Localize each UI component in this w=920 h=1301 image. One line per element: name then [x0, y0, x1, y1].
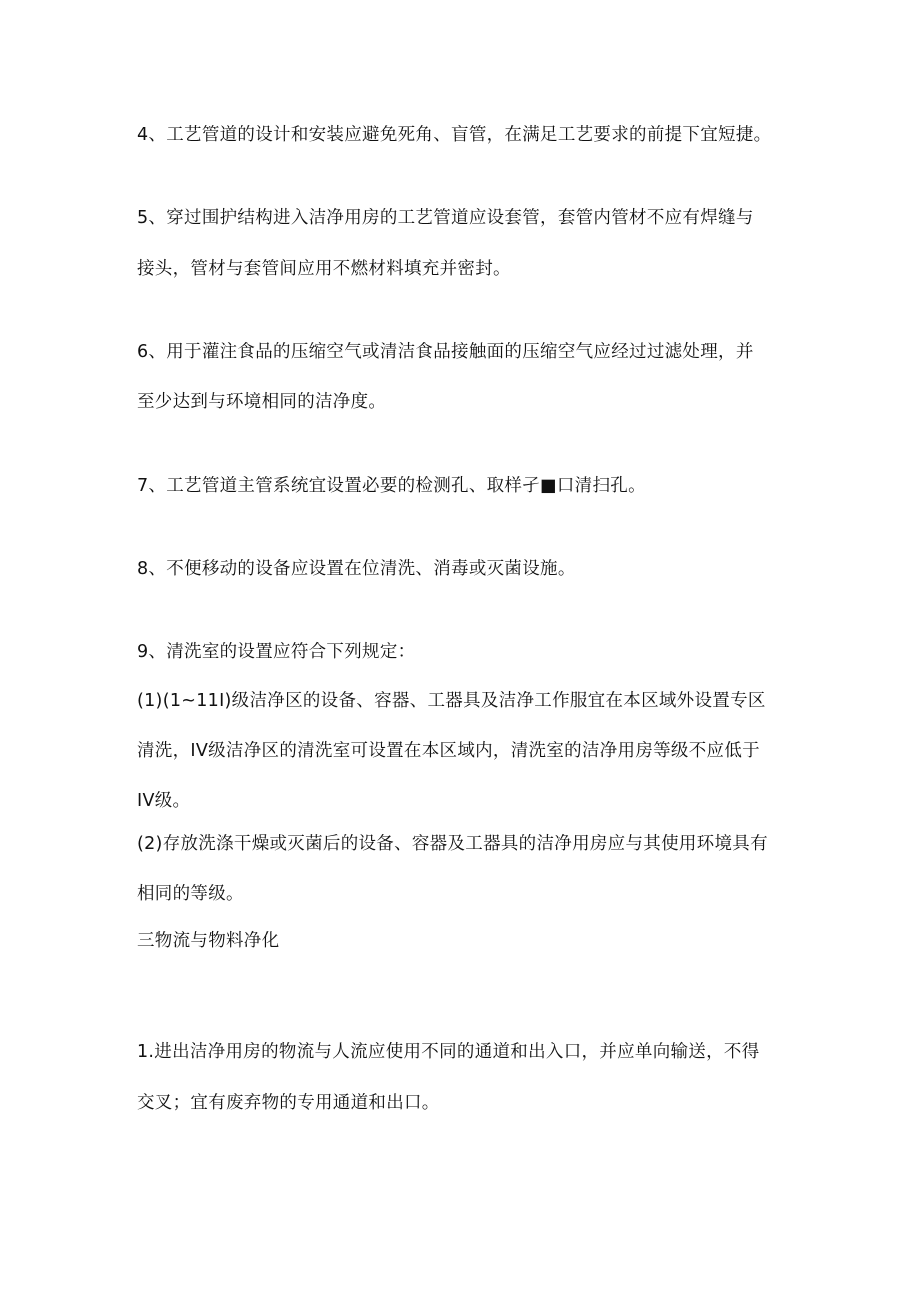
section-heading: 三物流与物料净化 [137, 931, 280, 951]
paragraph-7-line-1: 7、工艺管道主管系统宜设置必要的检测孔、取样孑■口清扫孔。 [137, 476, 646, 496]
paragraph-5-line-2: 接头，管材与套管间应用不燃材料填充并密封。 [137, 259, 511, 279]
item-1-line-1: (1)(1~11I)级洁净区的设备、容器、工器具及洁净工作服宜在本区域外设置专区 [137, 691, 766, 711]
section-3-paragraph-1-line-1: 1.进出洁净用房的物流与人流应使用不同的通道和出入口，并应单向输送，不得 [137, 1042, 760, 1062]
paragraph-5-line-1: 5、穿过围护结构进入洁净用房的工艺管道应设套管，套管内管材不应有焊缝与 [137, 208, 754, 228]
paragraph-6-line-1: 6、用于灌注食品的压缩空气或清洁食品接触面的压缩空气应经过过滤处理，并 [137, 342, 754, 362]
paragraph-6-line-2: 至少达到与环境相同的洁净度。 [137, 392, 387, 412]
paragraph-4-line-1: 4、工艺管道的设计和安装应避免死角、盲管，在满足工艺要求的前提下宜短捷。 [137, 125, 772, 145]
item-1-line-2: 清洗，IV级洁净区的清洗室可设置在本区域内，清洗室的洁净用房等级不应低于 [137, 741, 760, 761]
item-2-line-1: (2)存放洗涤干燥或灭菌后的设备、容器及工器具的洁净用房应与其使用环境具有 [137, 834, 768, 854]
item-2-line-2: 相同的等级。 [137, 884, 244, 904]
item-1-line-3: IV级。 [137, 791, 191, 811]
section-3-paragraph-1-line-2: 交叉；宜有废弃物的专用通道和出口。 [137, 1093, 440, 1113]
paragraph-9-line-1: 9、清洗室的设置应符合下列规定： [137, 642, 416, 662]
paragraph-8-line-1: 8、不便移动的设备应设置在位清洗、消毒或灭菌设施。 [137, 559, 576, 579]
